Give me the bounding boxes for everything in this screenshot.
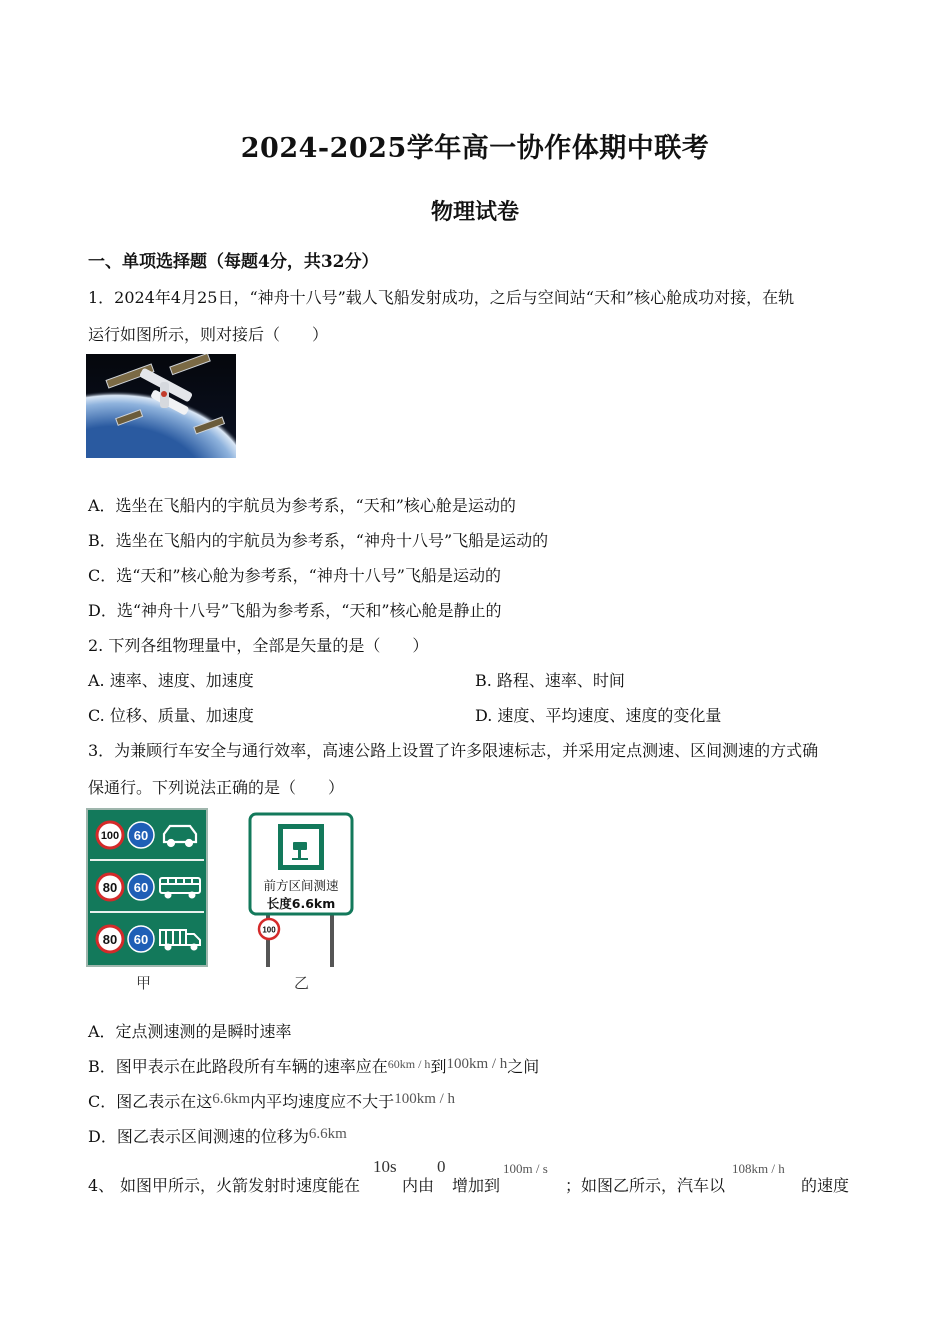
sign-row-1-min: 60 xyxy=(133,828,149,843)
q4-text-5: 的速度 xyxy=(801,1176,850,1195)
q3-option-d xyxy=(88,1124,347,1147)
q3-option-c-unit-1: 6.6km xyxy=(212,1091,251,1107)
figure-caption-yi: 乙 xyxy=(294,975,310,992)
sign-row-1-max: 100 xyxy=(100,830,120,842)
speed-limit-max-icon xyxy=(97,822,123,848)
sign-row-2 xyxy=(86,860,208,912)
speed-limit-min-icon xyxy=(128,822,154,848)
q3-option-d-unit-1: 6.6km xyxy=(308,1126,347,1142)
page-title: 2024-2025学年高一协作体期中联考 xyxy=(240,133,710,164)
sign-row-2-min: 60 xyxy=(133,880,149,895)
interval-limit-value: 100 xyxy=(262,925,276,935)
q4-value-time: 10s xyxy=(373,1157,397,1176)
q3-option-d-text-1: D．图乙表示区间测速的位移为 xyxy=(88,1127,309,1146)
q1-option-b: B．选坐在飞船内的宇航员为参考系，“神舟十八号”飞船是运动的 xyxy=(88,531,549,550)
q4-value-start: 0 xyxy=(437,1157,446,1176)
q2-stem: 2. 下列各组物理量中，全部是矢量的是（ ） xyxy=(88,636,429,655)
sign-row-3-min: 60 xyxy=(133,932,149,947)
q4-value-car-speed: 108km / h xyxy=(732,1161,785,1176)
sign-row-2-max: 80 xyxy=(102,880,118,895)
figure-caption-jia: 甲 xyxy=(136,975,152,992)
page-subtitle: 物理试卷 xyxy=(430,199,519,225)
q4-value-rocket-speed: 100m / s xyxy=(503,1161,548,1176)
speed-limit-min-icon xyxy=(128,874,154,900)
q1-option-c: C．选“天和”核心舱为参考系，“神舟十八号”飞船是运动的 xyxy=(88,566,501,585)
bus-icon xyxy=(160,878,200,898)
q4-text-4: ；如图乙所示，汽车以 xyxy=(565,1176,726,1195)
section-heading: 一、单项选择题（每题4分，共32分） xyxy=(88,252,379,272)
q4-text-1: 如图甲所示，火箭发射时速度能在 xyxy=(120,1176,361,1195)
q3-option-b xyxy=(88,1054,539,1077)
q3-option-b-text-2: 到 xyxy=(430,1057,447,1076)
truck-icon xyxy=(160,930,200,950)
sign-row-1 xyxy=(86,808,208,860)
interval-sign-text-2: 长度6.6km xyxy=(266,896,336,911)
q3-option-c xyxy=(88,1089,455,1112)
space-station-image xyxy=(86,354,236,458)
q1-option-d: D．选“神舟十八号”飞船为参考系，“天和”核心舱是静止的 xyxy=(88,601,502,620)
q2-option-c: C. 位移、质量、加速度 xyxy=(88,706,254,725)
q2-option-b: B. 路程、速率、时间 xyxy=(475,671,625,690)
sign-row-3-max: 80 xyxy=(102,932,118,947)
q1-option-a: A．选坐在飞船内的宇航员为参考系，“天和”核心舱是运动的 xyxy=(88,496,516,515)
q3-option-b-unit-1: 60km / h xyxy=(387,1057,431,1071)
speed-limit-max-icon xyxy=(97,926,123,952)
car-icon xyxy=(164,826,196,846)
q3-option-b-text-3: 之间 xyxy=(507,1057,540,1076)
q3-option-a: A．定点测速测的是瞬时速率 xyxy=(88,1022,292,1041)
q3-option-b-unit-2: 100km / h xyxy=(446,1056,508,1072)
speed-limit-max-icon xyxy=(97,874,123,900)
q3-option-b-text-1: B．图甲表示在此路段所有车辆的速率应在 xyxy=(88,1057,388,1076)
q3-option-c-unit-2: 100km / h xyxy=(394,1091,456,1107)
q3-stem-line1: 3．为兼顾行车安全与通行效率，高速公路上设置了许多限速标志，并采用定点测速、区间测速的方式确 xyxy=(88,741,819,760)
q3-option-c-text-2: 内平均速度应不大于 xyxy=(250,1092,395,1111)
speed-limit-min-icon xyxy=(128,926,154,952)
q4-text-3: 增加到 xyxy=(452,1176,501,1195)
q3-option-c-text-1: C．图乙表示在这 xyxy=(88,1092,213,1111)
interval-sign-text-1: 前方区间测速 xyxy=(263,878,339,893)
q4-text-2: 内由 xyxy=(402,1176,435,1195)
q2-option-d: D. 速度、平均速度、速度的变化量 xyxy=(475,706,722,725)
q2-option-a: A. 速率、速度、加速度 xyxy=(88,671,254,690)
sign-row-3 xyxy=(86,912,208,964)
q1-stem-line2: 运行如图所示，则对接后（ ） xyxy=(88,325,329,344)
q3-stem-line2: 保通行。下列说法正确的是（ ） xyxy=(88,778,345,797)
q4-number: 4、 xyxy=(88,1176,115,1195)
q1-stem-line1: 1．2024年4月25日，“神舟十八号”载人飞船发射成功，之后与空间站“天和”核心舱成功对接，在轨 xyxy=(88,288,795,307)
